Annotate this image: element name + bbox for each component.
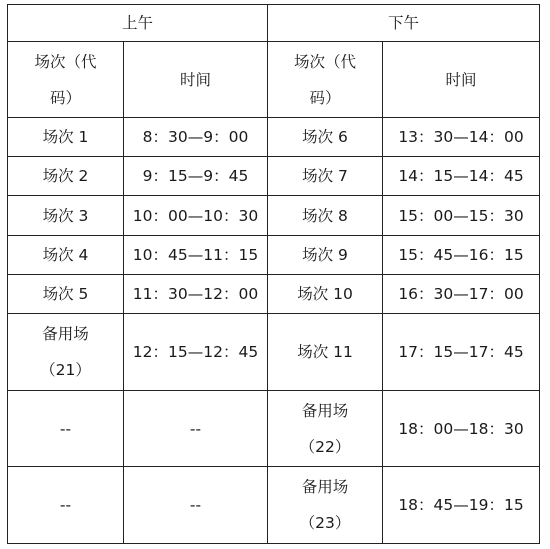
pm-session-cell: 场次 8 [268,196,383,235]
table-row [8,157,540,196]
table-row [8,196,540,235]
am-time-cell: -- [124,390,268,467]
am-time-cell: 10：45—11：15 [124,235,268,274]
pm-reserve-session-cell: 备用场 （22） [268,390,383,467]
pm-time-cell: 17：15—17：45 [383,314,540,391]
am-session-cell: 场次 5 [8,274,124,313]
table-row [8,467,540,544]
pm-time-cell: 16：30—17：00 [383,274,540,313]
am-session-cell: -- [8,467,124,544]
am-reserve-session-cell: 备用场 （21） [8,314,124,391]
schedule-table [7,4,540,544]
am-session-cell: 场次 2 [8,157,124,196]
am-session-cell: 场次 4 [8,235,124,274]
am-session-cell: -- [8,390,124,467]
table-row [8,274,540,313]
table-row [8,117,540,156]
am-session-cell: 场次 1 [8,117,124,156]
pm-session-cell: 场次 9 [268,235,383,274]
am-time-cell: 10：00—10：30 [124,196,268,235]
pm-time-cell: 15：45—16：15 [383,235,540,274]
pm-time-cell: 18：00—18：30 [383,390,540,467]
pm-time-cell: 13：30—14：00 [383,117,540,156]
period-header-row [8,5,540,42]
pm-time-cell: 14：15—14：45 [383,157,540,196]
table-row [8,235,540,274]
pm-session-cell: 场次 10 [268,274,383,313]
pm-session-cell: 场次 7 [268,157,383,196]
am-time-cell: 11：30—12：00 [124,274,268,313]
pm-reserve-session-cell: 备用场 （23） [268,467,383,544]
table-row [8,390,540,467]
pm-session-cell: 场次 6 [268,117,383,156]
am-session-header: 场次（代 码） [8,42,124,118]
am-time-cell: -- [124,467,268,544]
morning-header: 上午 [8,5,268,42]
am-time-header: 时间 [124,42,268,118]
am-session-cell: 场次 3 [8,196,124,235]
pm-time-header: 时间 [383,42,540,118]
pm-time-cell: 18：45—19：15 [383,467,540,544]
table-row [8,314,540,391]
am-time-cell: 8：30—9：00 [124,117,268,156]
column-header-row [8,42,540,118]
afternoon-header: 下午 [268,5,540,42]
am-time-cell: 12：15—12：45 [124,314,268,391]
pm-session-cell: 场次 11 [268,314,383,391]
pm-time-cell: 15：00—15：30 [383,196,540,235]
am-time-cell: 9：15—9：45 [124,157,268,196]
pm-session-header: 场次（代 码） [268,42,383,118]
